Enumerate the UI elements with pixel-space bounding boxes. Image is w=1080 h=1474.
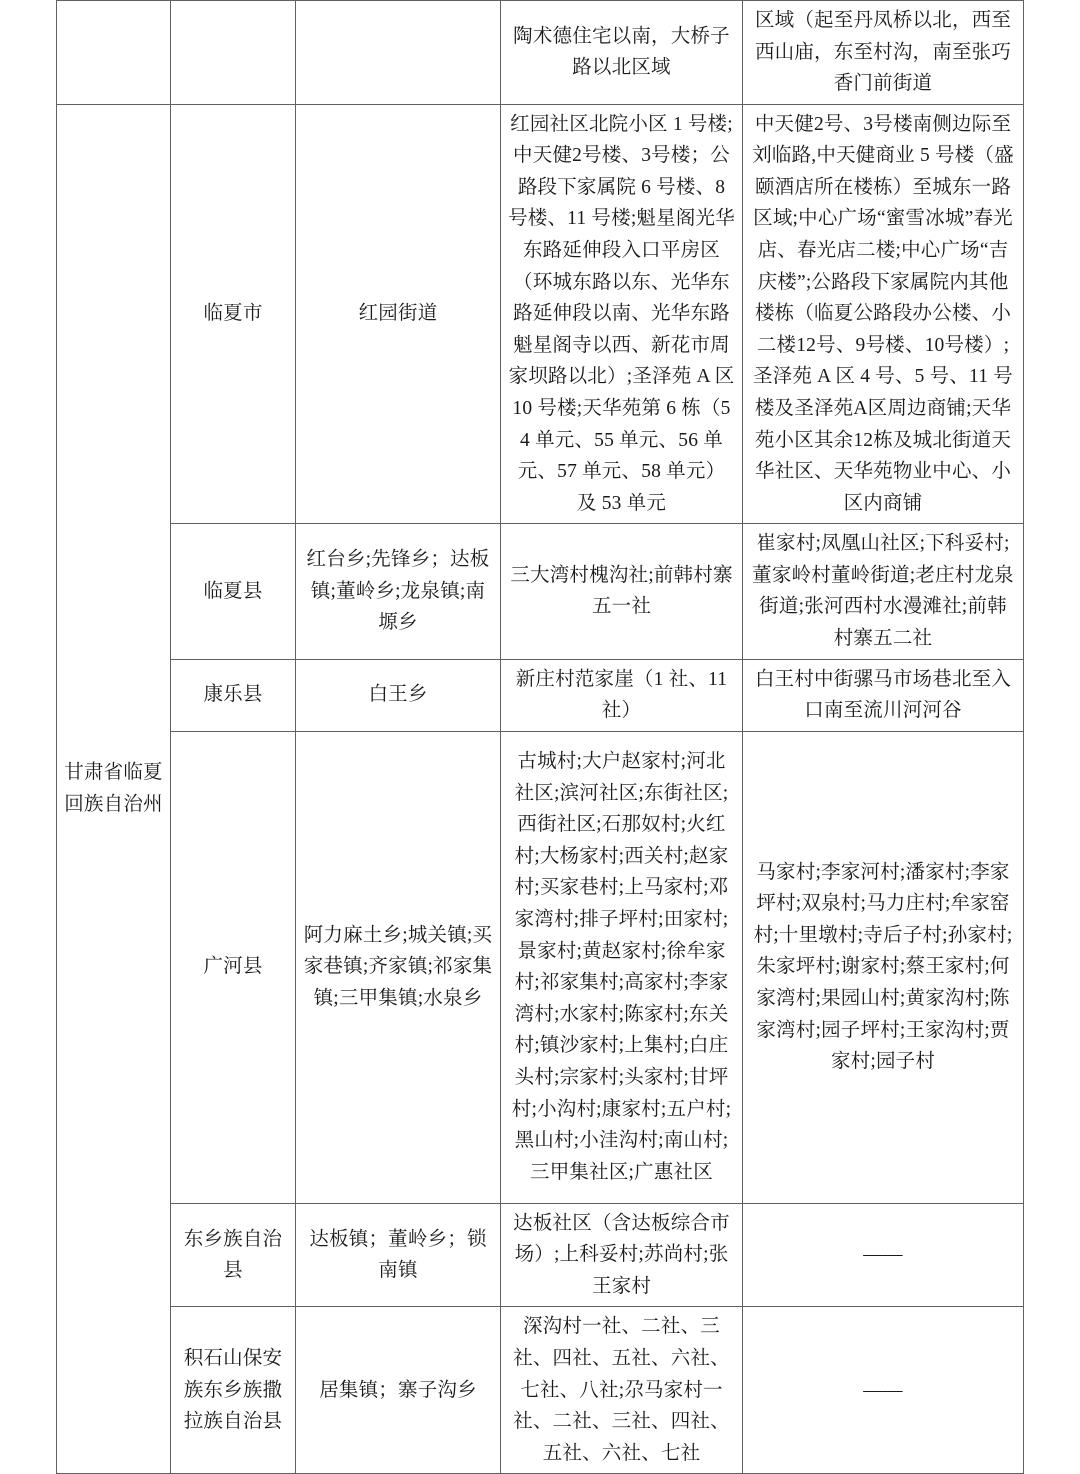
table-row bbox=[57, 1, 1024, 105]
cell-high-risk: 红园社区北院小区 1 号楼;中天健2号楼、3号楼；公路段下家属院 6 号楼、8 号楼、11 号楼;魁星阁光华东路延伸段入口平房区（环城东路以东、光华东路延伸段以南、光华东路魁星阁寺以西、新花市周家坝路以北）;圣泽苑 A 区 10 号楼;天华苑第 6 栋（54 单元、55 单元、56 单元、57 单元、58 单元）及 53 单元 bbox=[501, 104, 743, 524]
cell-high-risk: 深沟村一社、二社、三社、四社、五社、六社、七社、八社;尕马家村一社、二社、三社、四社、五社、六社、七社 bbox=[501, 1307, 743, 1474]
cell-high-risk: 达板社区（含达板综合市场）;上科妥村;苏尚村;张王家村 bbox=[501, 1203, 743, 1307]
cell-prefecture: 甘肃省临夏回族自治州 bbox=[57, 104, 171, 1474]
table-body bbox=[57, 1, 1024, 1474]
table-row bbox=[57, 524, 1024, 659]
cell-low-risk: 中天健2号、3号楼南侧边际至刘临路,中天健商业 5 号楼（盛颐酒店所在楼栋）至城东一路区域;中心广场“蜜雪冰城”春光店、春光店二楼;中心广场“吉庆楼”;公路段下家属院内其他楼栋（临夏公路段办公楼、小二楼12号、9号楼、10号楼）;圣泽苑 A 区 4 号、5 号、11 号楼及圣泽苑A区周边商铺;天华苑小区其余12栋及城北街道天华社区、天华苑物业中心、小区内商铺 bbox=[743, 104, 1024, 524]
cell-township: 居集镇；寨子沟乡 bbox=[296, 1307, 501, 1474]
cell-county: 临夏县 bbox=[171, 524, 296, 659]
table-row bbox=[57, 104, 1024, 524]
cell-low-risk: 马家村;李家河村;潘家村;李家坪村;双泉村;马力庄村;牟家窑村;十里墩村;寺后子村;孙家村;朱家坪村;谢家村;蔡王家村;何家湾村;果园山村;黄家沟村;陈家湾村;园子坪村;王家沟村;贾家村;园子村 bbox=[743, 731, 1024, 1203]
cell-county: 康乐县 bbox=[171, 659, 296, 731]
cell-township-continuation bbox=[296, 1, 501, 105]
cell-high-risk: 古城村;大户赵家村;河北社区;滨河社区;东街社区;西街社区;石那奴村;火红村;大杨家村;西关村;赵家村;买家巷村;上马家村;邓家湾村;排子坪村;田家村;景家村;黄赵家村;徐牟家村;祁家集村;高家村;李家湾村;水家村;陈家村;东关村;镇沙家村;上集村;白庄头村;宗家村;头家村;甘坪村;小沟村;康家村;五户村;黑山村;小洼沟村;南山村;三甲集社区;广惠社区 bbox=[501, 731, 743, 1203]
cell-high-risk: 新庄村范家崖（1 社、11 社） bbox=[501, 659, 743, 731]
cell-low-risk: 区域（起至丹凤桥以北，西至西山庙，东至村沟，南至张巧香门前街道 bbox=[743, 1, 1024, 105]
table-row bbox=[57, 1307, 1024, 1474]
cell-low-risk: 崔家村;凤凰山社区;下科妥村;董家岭村董岭街道;老庄村龙泉街道;张河西村水漫滩社;前韩村寨五二社 bbox=[743, 524, 1024, 659]
risk-area-table bbox=[56, 0, 1024, 1474]
cell-county-continuation bbox=[171, 1, 296, 105]
table-row bbox=[57, 659, 1024, 731]
cell-prefecture-continuation bbox=[57, 1, 171, 105]
cell-township: 白王乡 bbox=[296, 659, 501, 731]
cell-high-risk: 三大湾村槐沟社;前韩村寨五一社 bbox=[501, 524, 743, 659]
table-row bbox=[57, 1203, 1024, 1307]
cell-county: 积石山保安族东乡族撒拉族自治县 bbox=[171, 1307, 296, 1474]
cell-low-risk: —— bbox=[743, 1203, 1024, 1307]
cell-county: 临夏市 bbox=[171, 104, 296, 524]
cell-low-risk: 白王村中街骡马市场巷北至入口南至流川河河谷 bbox=[743, 659, 1024, 731]
cell-county: 广河县 bbox=[171, 731, 296, 1203]
cell-township: 红台乡;先锋乡；达板镇;董岭乡;龙泉镇;南塬乡 bbox=[296, 524, 501, 659]
cell-high-risk: 陶术德住宅以南，大桥子路以北区域 bbox=[501, 1, 743, 105]
cell-county: 东乡族自治县 bbox=[171, 1203, 296, 1307]
cell-township: 阿力麻土乡;城关镇;买家巷镇;齐家镇;祁家集镇;三甲集镇;水泉乡 bbox=[296, 731, 501, 1203]
cell-township: 达板镇；董岭乡；锁南镇 bbox=[296, 1203, 501, 1307]
cell-township: 红园街道 bbox=[296, 104, 501, 524]
table-row bbox=[57, 731, 1024, 1203]
cell-low-risk: —— bbox=[743, 1307, 1024, 1474]
